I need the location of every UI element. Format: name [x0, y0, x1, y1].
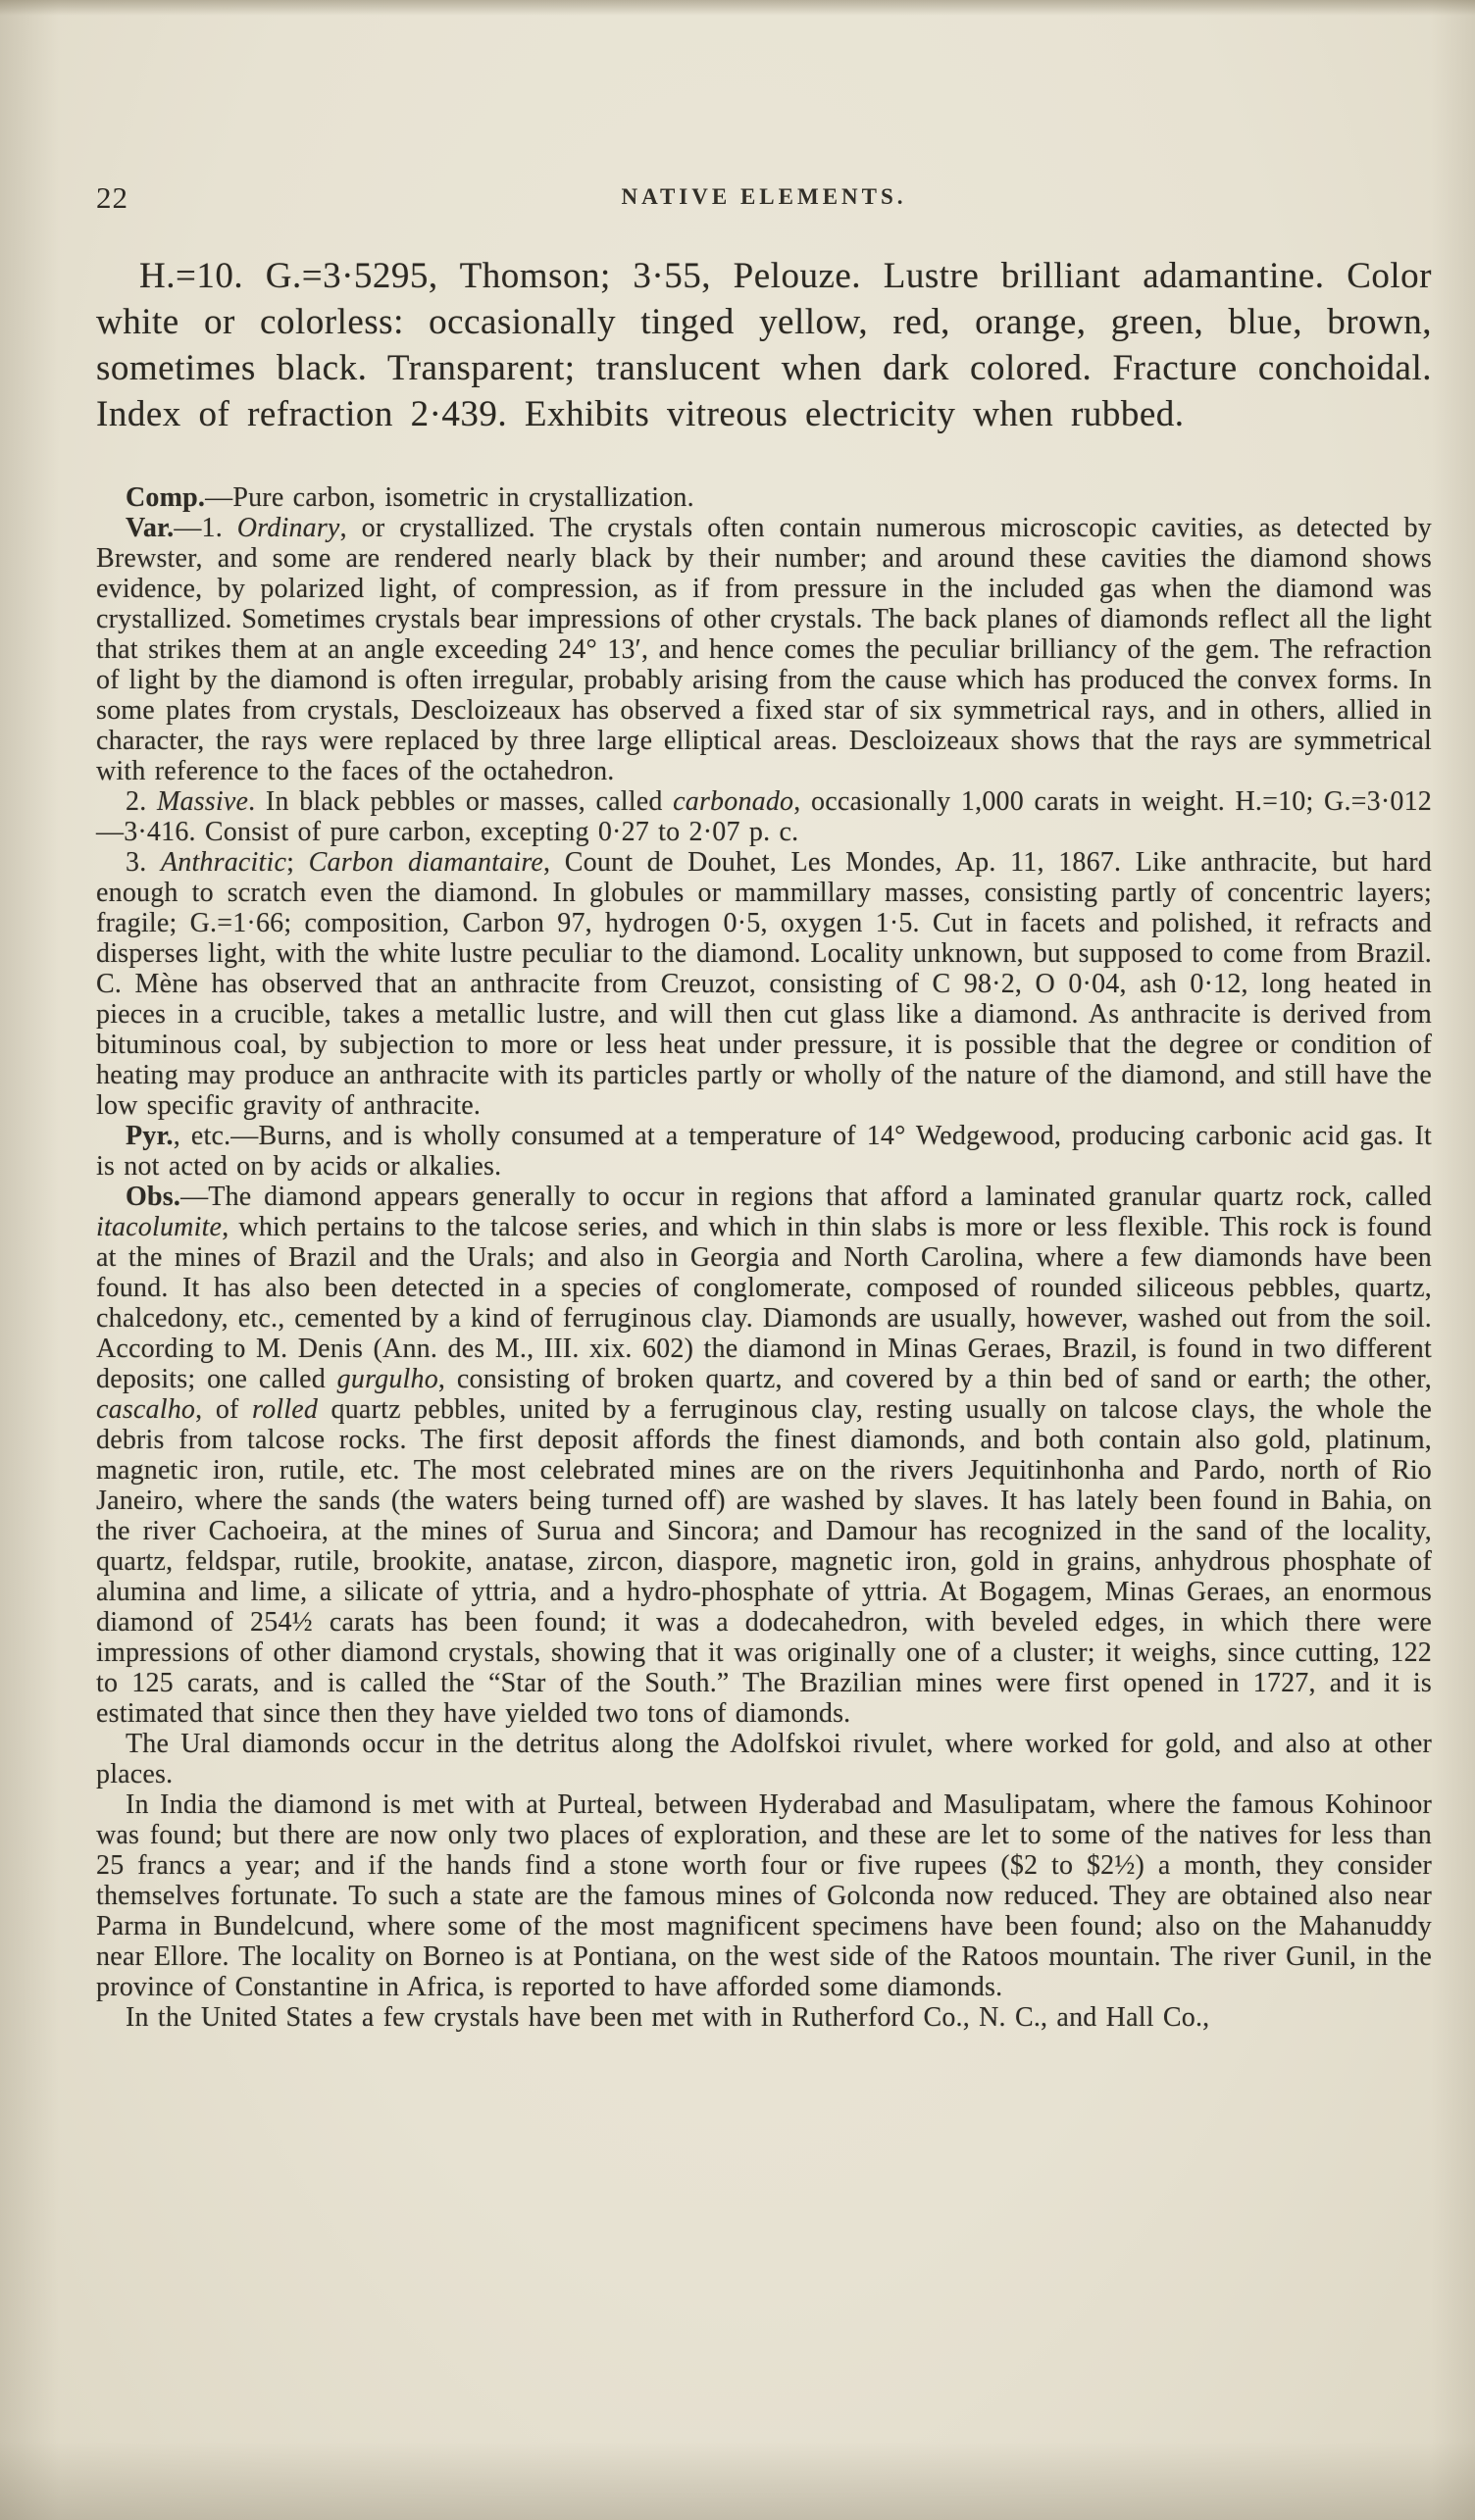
text-run: Pyr. [126, 1121, 174, 1151]
anthracitic-paragraph [96, 847, 1432, 1121]
page-number: 22 [96, 180, 128, 215]
ural-paragraph [96, 1729, 1432, 1789]
text-run: ; [286, 847, 309, 878]
text-run: , consisting of broken quartz, and covered by a thin bed of sand or earth; the other, [437, 1364, 1433, 1394]
text-run: Massive [156, 786, 249, 817]
var-paragraph [96, 513, 1432, 786]
text-run: Obs. [126, 1182, 181, 1212]
text-run: 2. [126, 786, 157, 817]
text-run: rolled [252, 1394, 319, 1425]
text-run: , which pertains to the talcose series, and which in thin slabs is more or less flexible. This rock is found at the mines of Brazil and the Urals; and also in Georgia and North Carolina, where a few diamonds have been found. It has also been detected in a species of conglomerate, composed of rounded siliceous pebbles, quartz, chalcedony, etc., cemented by a kind of ferruginous clay. Diamonds are usually, however, washed out from the soil. According to M. Denis (Ann. des M., III. xix. 602) the diamond in Minas Geraes, Brazil, is found in two different deposits; one called [96, 1212, 1432, 1394]
massive-paragraph [96, 786, 1432, 847]
text-run: —Pure carbon, isometric in crystallization. [205, 482, 694, 513]
text-run: , occasionally 1,000 carats in weight. H.=10; G.=3·012—3·416. Consist of pure carbon, excepting 0·27 to 2·07 p. c. [96, 786, 1432, 847]
text-run: quartz pebbles, united by a ferruginous clay, resting usually on talcose clays, the whole the debris from talcose rocks. The first deposit affords the finest diamonds, and both contain also gold, platinum, magnetic iron, rutile, etc. The most celebrated mines are on the rivers Jequitinhonha and Pardo, north of Rio Janeiro, where the sands (the waters being turned off) are washed by slaves. It has lately been found in Bahia, on the river Cachoeira, at the mines of Surua and Sincora; and Damour has recognized in the sand of the locality, quartz, feldspar, rutile, brookite, anatase, zircon, diaspore, magnetic iron, gold in grains, anhydrous phosphate of alumina and lime, a silicate of yttria, and a hydro-phosphate of yttria. At Bogagem, Minas Geraes, an enormous diamond of 254½ carats has been found; it was a dodecahedron, with beveled edges, in which there were impressions of other diamond crystals, showing that it was originally one of a cluster; it weighs, since cutting, 122 to 125 carats, and is called the “Star of the South.” The Brazilian mines were first opened in 1727, and it is estimated that since then they have yielded two tons of diamonds. [96, 1394, 1432, 1729]
text-run: , or crystallized. The crystals often contain numerous microscopic cavities, as detected by Brewster, and some are rendered nearly black by their number; and around these cavities the diamond shows evidence, by polarized light, of compression, as if from pressure in the included gas when the diamond was crystallized. Sometimes crystals bear impressions of other crystals. The back planes of diamonds reflect all the light that strikes them at an angle exceeding 24° 13′, and hence comes the peculiar brilliancy of the gem. The refraction of light by the diamond is often irregular, probably arising from the cause which has produced the convex forms. In some plates from crystals, Descloizeaux has observed a fixed star of six symmetrical rays, and in others, allied in character, the rays were replaced by three large elliptical areas. Descloizeaux shows that the rays are symmetrical with reference to the faces of the octahedron. [96, 513, 1432, 786]
text-run: Anthracitic [160, 847, 287, 878]
running-header: NATIVE ELEMENTS. [621, 184, 907, 209]
text-run: , etc.—Burns, and is wholly consumed at a temperature of 14° Wedgewood, producing carbonic acid gas. It is not acted on by acids or alkalies. [96, 1121, 1432, 1182]
text-run: Var. [126, 513, 175, 543]
text-run: . In black pebbles or masses, called [248, 786, 674, 817]
india-paragraph [96, 1789, 1432, 2002]
text-run: —The diamond appears generally to occur in regions that afford a laminated granular quartz rock, called [180, 1182, 1432, 1212]
text-run: 3. [126, 847, 161, 878]
text-run: Comp. [126, 482, 206, 513]
text-run: In India the diamond is met with at Purteal, between Hyderabad and Masulipatam, where the famous Kohinoor was found; but there are now only two places of exploration, and these are let to some of the natives for less than 25 francs a year; and if the hands find a stone worth four or five rupees ($2 to $2½) a month, they consider themselves fortunate. To such a state are the famous mines of Golconda now reduced. They are obtained also near Parma in Bundelcund, where some of the most magnificent specimens have been found; also on the Mahanuddy near Ellore. The locality on Borneo is at Pontiana, on the west side of the Ratoos mountain. The river Gunil, in the province of Constantine in Africa, is reported to have afforded some diamonds. [96, 1789, 1432, 2002]
text-run: The Ural diamonds occur in the detritus along the Adolfskoi rivulet, where worked for gold, and also at other places. [96, 1729, 1432, 1789]
text-run: In the United States a few crystals have been met with in Rutherford Co., N. C., and Hall Co., [126, 2002, 1210, 2033]
text-run: , of [195, 1394, 253, 1425]
page-header [96, 178, 1432, 218]
us-paragraph [96, 2002, 1432, 2033]
body-text [96, 253, 1432, 2033]
text-run: Ordinary [236, 513, 340, 543]
text-run: gurgulho [336, 1364, 438, 1394]
lead-paragraph [96, 253, 1432, 437]
text-run: , Count de Douhet, Les Mondes, Ap. 11, 1867. Like anthracite, but hard enough to scratch even the diamond. In globules or mammillary masses, consisting partly of concentric layers; fragile; G.=1·66; composition, Carbon 97, hydrogen 0·5, oxygen 1·5. Cut in facets and polished, it refracts and disperses light, with the white lustre peculiar to the diamond. Locality unknown, but supposed to come from Brazil. C. Mène has observed that an anthracite from Creuzot, consisting of C 98·2, O 0·04, ash 0·12, long heated in pieces in a crucible, takes a metallic lustre, and will then cut glass like a diamond. As anthracite is derived from bituminous coal, by subjection to more or less heat under pressure, it is possible that the degree or condition of heating may produce an anthracite with its particles partly or wholly of the nature of the diamond, and still have the low specific gravity of anthracite. [96, 847, 1432, 1121]
text-run: Carbon diamantaire [308, 847, 544, 878]
pyr-paragraph [96, 1121, 1432, 1182]
text-run: —1. [174, 513, 237, 543]
text-run: H.=10. G.=3·5295, Thomson; 3·55, Pelouze. Lustre brilliant adamantine. Color white or colorless: occasionally tinged yellow, red, orange, green, blue, brown, sometimes black. Transparent; translucent when dark colored. Fracture conchoidal. Index of refraction 2·439. Exhibits vitreous electricity when rubbed. [96, 256, 1432, 434]
obs-paragraph [96, 1182, 1432, 1729]
text-run: carbonado [673, 786, 794, 817]
comp-paragraph [96, 482, 1432, 513]
text-run: cascalho [96, 1394, 196, 1425]
text-run: itacolumite [96, 1212, 223, 1242]
